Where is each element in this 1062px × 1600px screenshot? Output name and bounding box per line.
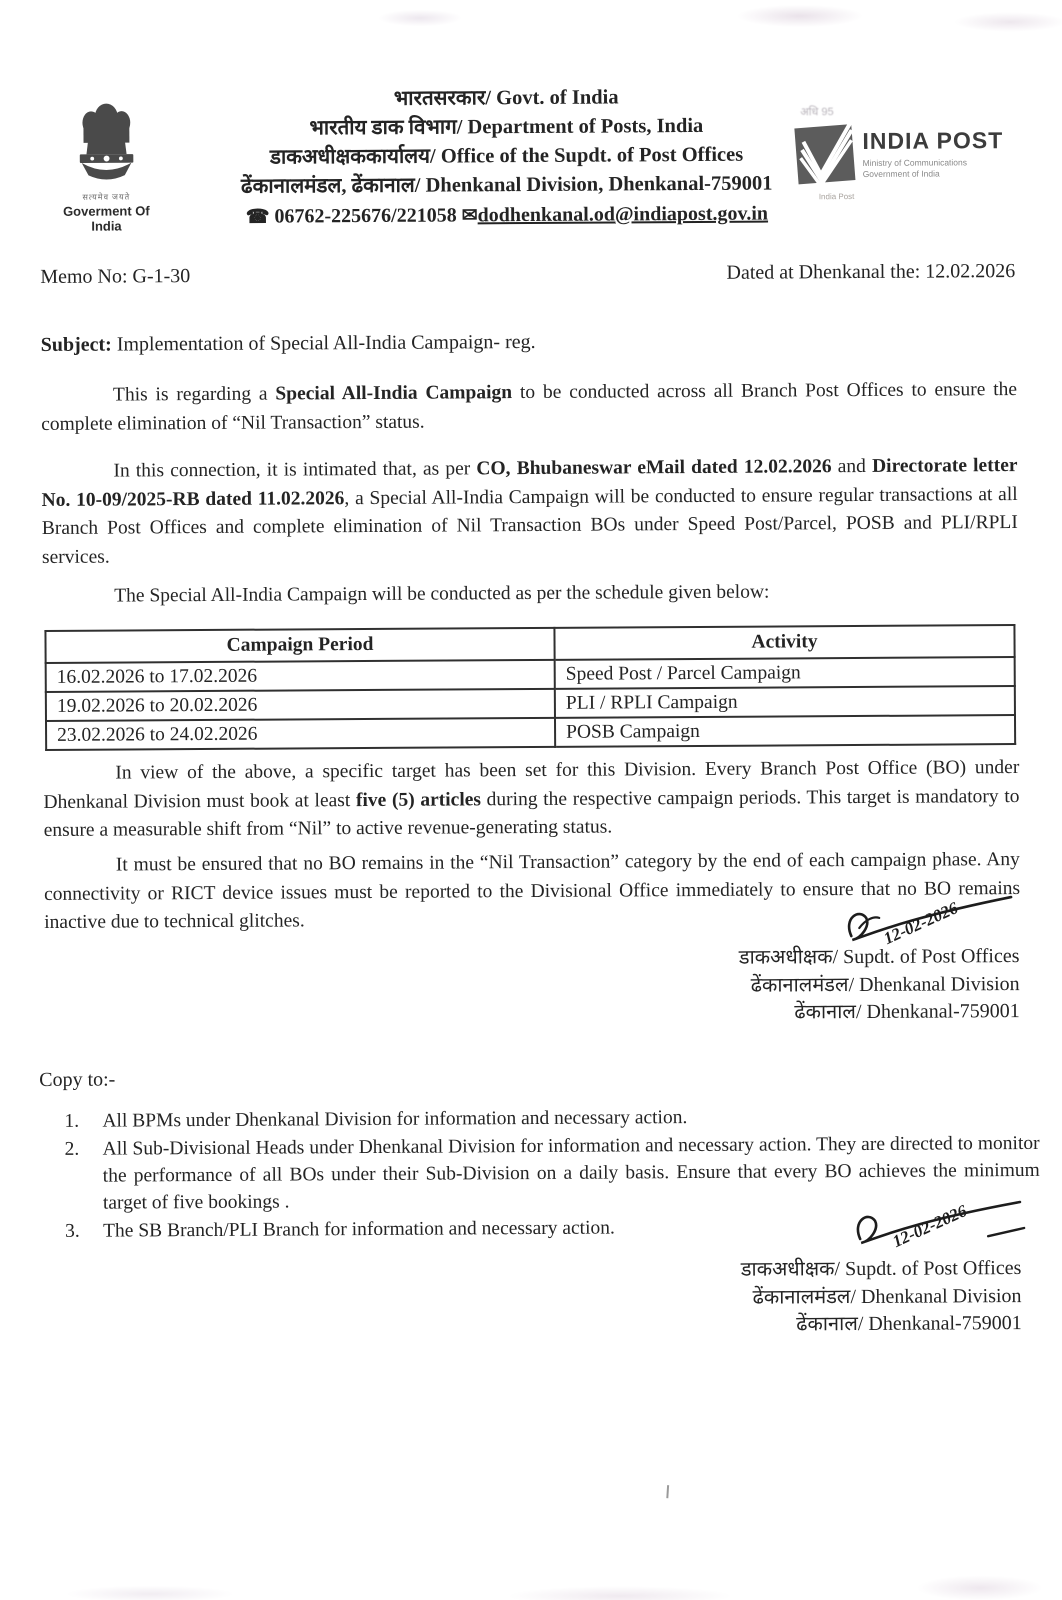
list-item-text: The SB Branch/PLI Branch for information and necessary action. [103, 1217, 615, 1242]
envelope-icon: ✉ [461, 205, 478, 227]
signatory-division: ढेंकानालमंडल/ Dhenkanal Division [752, 1284, 1022, 1309]
paragraph-schedule-intro [42, 577, 1018, 611]
list-item-text: All Sub-Divisional Heads under Dhenkanal Division for information and necessary action. They are directed to monitor the performance of all BOs under their Sub-Division on a daily basis. Ensure that every BO achieves the minimum target of five bookings . [102, 1132, 1040, 1214]
list-item-number: 3. [65, 1220, 80, 1242]
schedule-intro-text: The Special All-India Campaign will be conducted as per the schedule given below: [114, 581, 770, 607]
paragraph-campaign-intro: This is regarding a Special All-India Campaign to be conducted across all Branch Post Offices to ensure the complete elimination of “Nil Transaction” status. [41, 379, 1018, 435]
cell-period-2: 19.02.2026 to 20.02.2026 [46, 689, 555, 721]
signatory-block [599, 943, 1019, 1028]
letterhead-line-3: डाकअधीक्षककार्यालय/ Office of the Supdt. of Post Offices [269, 143, 744, 169]
cell-period-3: 23.02.2026 to 24.02.2026 [46, 718, 555, 750]
copy-to-label: Copy to:- [39, 1068, 116, 1092]
memo-number: Memo No: G-1-30 [40, 265, 191, 288]
table-row [46, 715, 1015, 750]
list-item-number: 1. [64, 1110, 80, 1132]
signature-date: 12-02-2026 [889, 1201, 970, 1252]
signature-date: 12-02-2026 [880, 898, 961, 949]
signatory-block [601, 1255, 1021, 1340]
telephone-icon: ☎ [245, 206, 270, 228]
subject-line [41, 328, 1016, 357]
memo-header-row [40, 260, 1015, 289]
paragraph-reference: In this connection, it is intimated that, as per CO, Bhubaneswar eMail dated 12.02.2026 and Directorate letter No. 10-09/2025-RB dated 11.02.2026, a Special All-India Campaign will be conducted to ensure regular transactions at all Branch Post Offices and complete elimination of Nil Transaction BOs under Speed Post/Parcel, POSB and PLI/RPLI services. [41, 455, 1018, 568]
paragraph-nil-transaction-text: It must be ensured that no BO remains in the “Nil Transaction” category by the end of each campaign phase. Any connectivity or RICT device issues must be reported to the Divisional Office immediately to ensure that no BO remains inactive due to technical glitches. [43, 849, 1021, 933]
emblem-motto: सत्यमेव जयते [82, 192, 131, 202]
signatory-place: ढेंकानाल/ Dhenkanal-759001 [794, 1000, 1020, 1024]
cell-activity-2: PLI / RPLI Campaign [555, 686, 1015, 718]
letterhead-contact [202, 199, 812, 232]
letterhead-line-2: भारतीय डाक विभाग/ Department of Posts, India [309, 114, 704, 140]
india-post-logo [784, 99, 1050, 202]
campaign-schedule-table [44, 624, 1016, 751]
india-post-ministry: Ministry of Communications [862, 157, 968, 168]
list-item-number: 2. [64, 1138, 80, 1160]
cell-period-1: 16.02.2026 to 17.02.2026 [46, 660, 555, 692]
emblem-caption: Goverment Of India [62, 203, 150, 234]
memo-date: Dated at Dhenkanal the: 12.02.2026 [726, 260, 1016, 284]
signatory-place: ढेंकानाल/ Dhenkanal-759001 [796, 1312, 1022, 1336]
list-item-text: All BPMs under Dhenkanal Division for information and necessary action. [102, 1107, 688, 1132]
india-post-wordmark [862, 127, 1003, 179]
signatory-division: ढेंकानालमंडल/ Dhenkanal Division [750, 972, 1020, 997]
cell-activity-1: Speed Post / Parcel Campaign [555, 657, 1015, 689]
subject-text: Implementation of Special All-India Campaign- reg. [111, 330, 536, 356]
handwritten-signature [848, 1190, 1033, 1263]
letterhead [201, 82, 812, 232]
faint-stamp-note: अधि 95 [800, 106, 834, 119]
india-post-subtext [863, 157, 1004, 179]
subject-label: Subject: [40, 333, 112, 356]
india-post-wings-icon [792, 116, 859, 202]
govt-of-india-emblem [48, 100, 164, 234]
column-header-activity: Activity [554, 625, 1014, 660]
signatory-designation: डाकअधीक्षक/ Supdt. of Post Offices [740, 1257, 1022, 1281]
scan-tick-mark [666, 1485, 669, 1498]
email-address: dodhenkanal.od@indiapost.gov.in [477, 202, 769, 227]
ashoka-lion-capital-icon [48, 100, 164, 193]
paragraph-target: In view of the above, a specific target has been set for this Division. Every Branch Post Office (BO) under Dhenkanal Division must book at least five (5) articles during the respective campaign periods. This target is mandatory to ensure a measurable shift from “Nil” to active revenue-generating status. [43, 757, 1020, 841]
cell-activity-3: POSB Campaign [555, 715, 1015, 747]
phone-number: 06762-225676/221058 [274, 204, 457, 228]
india-post-name: INDIA POST [862, 127, 1004, 154]
letterhead-line-4: ढेंकानालमंडल, ढेंकानाल/ Dhenkanal Division, Dhenkanal-759001 [240, 172, 773, 198]
signatory-designation: डाकअधीक्षक/ Supdt. of Post Offices [738, 945, 1020, 969]
column-header-campaign-period: Campaign Period [45, 628, 554, 663]
india-post-government: Government of India [862, 167, 940, 179]
letterhead-line-1: भारतसरकार/ Govt. of India [393, 86, 619, 110]
india-post-tiny-caption: India Post [818, 192, 855, 202]
